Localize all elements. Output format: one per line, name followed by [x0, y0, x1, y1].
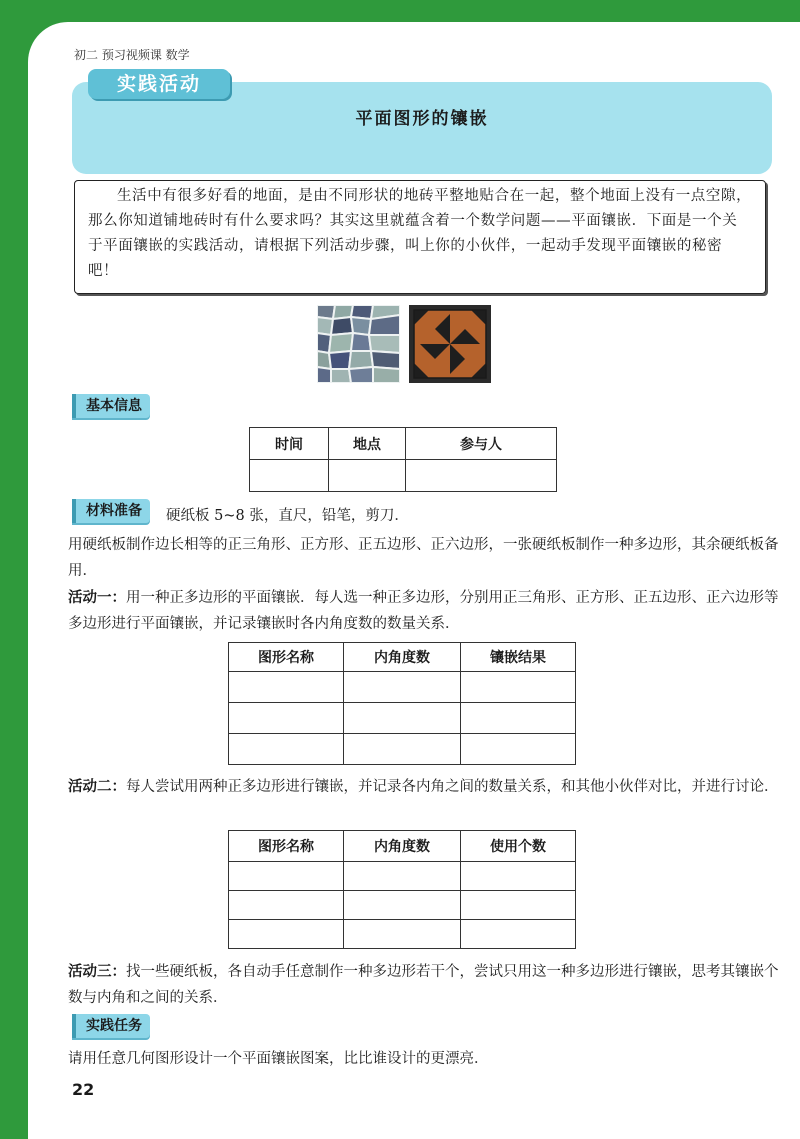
page [28, 22, 800, 1139]
page-number: 22 [72, 1080, 95, 1099]
activity2-label: 活动二： [68, 779, 126, 795]
banner-title: 平面图形的镶嵌 [355, 109, 489, 129]
basic-info-tag: 基本信息 [72, 394, 150, 418]
activity3-label: 活动三： [68, 964, 126, 980]
materials-tag: 材料准备 [72, 499, 150, 523]
practice-task-tag: 实践任务 [72, 1014, 150, 1038]
table-cell[interactable] [229, 862, 344, 891]
activity2-text: 每人尝试用两种正多边形进行镶嵌，并记录各内角之间的数量关系，和其他小伙伴对比，并进行讨论． [126, 779, 779, 795]
activity3-text: 找一些硬纸板，各自动手任意制作一种多边形若干个，尝试只用这一种多边形进行镶嵌，思考其镶嵌个数与内角和之间的关系． [68, 964, 779, 1006]
table-cell[interactable] [344, 891, 461, 920]
table-cell[interactable] [329, 460, 406, 492]
banner-tab [88, 69, 230, 99]
header-tiling-result: 镶嵌结果 [461, 643, 576, 672]
header-place: 地点 [329, 428, 406, 460]
pinwheel-tile-image [409, 305, 491, 383]
table-cell[interactable] [406, 460, 557, 492]
table-cell[interactable] [229, 672, 344, 703]
activity1-paragraph [68, 585, 788, 637]
activity1-label: 活动一： [68, 590, 126, 606]
header-shape-name: 图形名称 [229, 831, 344, 862]
table-cell[interactable] [461, 862, 576, 891]
intro-text: 生活中有很多好看的地面，是由不同形状的地砖平整地贴合在一起，整个地面上没有一点空隙，那么你知道铺地砖时有什么要求吗？其实这里就蕴含着一个数学问题——平面镶嵌．下面是一个关于平面镶嵌的实践活动，请根据下列活动步骤，叫上你的小伙伴，一起动手发现平面镶嵌的秘密吧！ [88, 188, 752, 279]
table-cell[interactable] [229, 734, 344, 765]
prep-text: 用硬纸板制作边长相等的正三角形、正方形、正五边形、正六边形，一张硬纸板制作一种多边形，其余硬纸板备用． [68, 537, 779, 579]
header-interior-angle: 内角度数 [344, 831, 461, 862]
activity3-paragraph [68, 959, 788, 1011]
header-participants: 参与人 [406, 428, 557, 460]
basic-info-table [249, 427, 557, 492]
header-shape-name: 图形名称 [229, 643, 344, 672]
activity1-text: 用一种正多边形的平面镶嵌．每人选一种正多边形，分别用正三角形、正方形、正五边形、正六边形等多边形进行平面镶嵌，并记录镶嵌时各内角度数的数量关系． [68, 590, 779, 632]
table-cell[interactable] [461, 703, 576, 734]
table-cell[interactable] [344, 920, 461, 949]
table-cell[interactable] [250, 460, 329, 492]
table-cell[interactable] [344, 672, 461, 703]
header-count-used: 使用个数 [461, 831, 576, 862]
activity2-paragraph [68, 774, 788, 800]
table-cell[interactable] [229, 703, 344, 734]
table-cell[interactable] [229, 920, 344, 949]
activity2-table [228, 830, 576, 949]
header-time: 时间 [250, 428, 329, 460]
table-cell[interactable] [461, 891, 576, 920]
table-cell[interactable] [344, 734, 461, 765]
mosaic-floor-image [317, 305, 400, 383]
table-cell[interactable] [461, 672, 576, 703]
header-interior-angle: 内角度数 [344, 643, 461, 672]
table-cell[interactable] [344, 703, 461, 734]
activity1-table [228, 642, 576, 765]
banner-tab-label: 实践活动 [116, 73, 201, 95]
materials-text: 硬纸板 5~8 张，直尺，铅笔，剪刀． [166, 508, 409, 524]
table-cell[interactable] [344, 862, 461, 891]
table-cell[interactable] [461, 734, 576, 765]
table-cell[interactable] [461, 920, 576, 949]
table-cell[interactable] [229, 891, 344, 920]
task-text: 请用任意几何图形设计一个平面镶嵌图案，比比谁设计的更漂亮． [68, 1051, 489, 1067]
running-title: 初二 预习视频课 数学 [74, 48, 190, 62]
